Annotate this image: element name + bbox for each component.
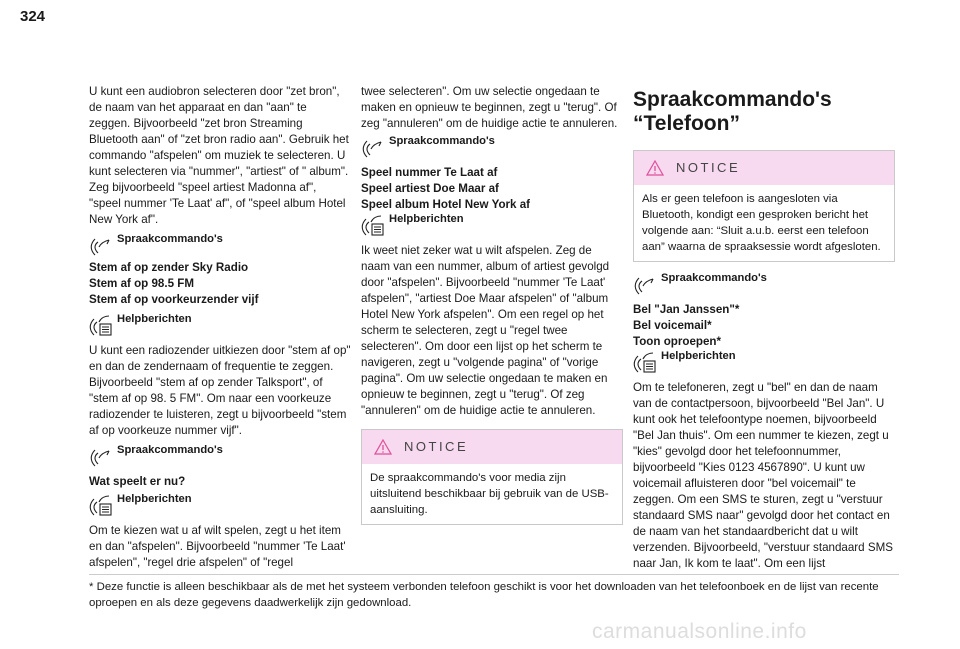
- column-3: [633, 84, 895, 572]
- speech-icon: [89, 444, 113, 468]
- command-item: Speel artiest Doe Maar af: [361, 182, 499, 195]
- paragraph-continued: twee selecteren". Om uw selectie ongedaan te maken en opnieuw te beginnen, zegt u "terug". Of zeg "annuleren" om de huidige actie te annuleren.: [361, 85, 618, 130]
- voice-command-label: Spraakcommando's: [661, 272, 767, 284]
- speech-icon: [361, 135, 385, 159]
- command-item: Bel voicemail*: [633, 319, 712, 332]
- notice-text: De spraakcommando's voor media zijn uitsluitend beschikbaar bij gebruik van de USB-aansluiting.: [370, 472, 609, 516]
- help-messages-label: Helpberichten: [661, 350, 736, 362]
- notice-title: NOTICE: [676, 160, 741, 175]
- notice-box: [633, 150, 895, 262]
- notice-header: [362, 430, 622, 464]
- voice-command-header: [89, 231, 351, 257]
- command-list: [633, 302, 895, 350]
- paragraph-audio-source: U kunt een audiobron selecteren door "zet bron", de naam van het apparaat en dan "aan" te zeggen. Bijvoorbeeld "zet bron Streaming Bluetooth aan" of "zet bron radio aan". Gebruik het commando "afspelen" om muziek te selecteren. U kunt selecteren via "nummer", "artiest" of " album". Zeg bijvoorbeeld "speel artiest Madonna af", "speel nummer 'Te Laat' af", of "speel album Hotel New York af".: [89, 85, 349, 226]
- command-item: Toon oproepen*: [633, 335, 722, 348]
- heading-line-1: Spraakcommando's: [633, 88, 832, 111]
- help-speech-icon: [633, 350, 657, 374]
- help-speech-icon: [361, 213, 385, 237]
- warning-icon: [646, 160, 664, 176]
- paragraph-playback-help: Ik weet niet zeker wat u wilt afspelen. Zeg de naam van een nummer, album of artiest gevolgd door "afspelen". Bijvoorbeeld "nummer 'Te Laat' afspelen", "artiest Doe Maar afspelen" of "album Hotel New York afspelen". Om een regel op het scherm te selecteren, zegt u "regel twee selecteren". Om door een lijst op het scherm te navigeren, zegt u "volgende pagina" of "vorige pagina". Om uw selectie ongedaan te maken en opnieuw te beginnen, zegt u "terug". Of zeg "annuleren" om de huidige actie te annuleren.: [361, 244, 610, 417]
- column-1: [89, 84, 351, 571]
- notice-title: NOTICE: [404, 439, 469, 454]
- warning-icon: [374, 439, 392, 455]
- command-item: Bel "Jan Janssen"*: [633, 303, 740, 316]
- speech-icon: [89, 233, 113, 257]
- help-messages-label: Helpberichten: [117, 313, 192, 325]
- command-item: Stem af op zender Sky Radio: [89, 261, 249, 274]
- help-messages-header: [89, 311, 351, 337]
- speech-icon: [633, 272, 657, 296]
- command-item: Stem af op 98.5 FM: [89, 277, 195, 290]
- help-speech-icon: [89, 313, 113, 337]
- voice-command-header: [361, 133, 623, 159]
- help-messages-header: [89, 491, 351, 517]
- voice-command-header: [89, 442, 351, 468]
- voice-command-label: Spraakcommando's: [117, 444, 223, 456]
- command-item: Speel nummer Te Laat af: [361, 166, 498, 179]
- command-item: Wat speelt er nu?: [89, 475, 186, 488]
- command-item: Speel album Hotel New York af: [361, 198, 531, 211]
- voice-command-label: Spraakcommando's: [117, 233, 223, 245]
- page-number: 324: [20, 8, 46, 25]
- voice-command-header: [633, 270, 895, 296]
- section-heading: [633, 88, 895, 136]
- notice-box: [361, 429, 623, 525]
- notice-header: [634, 151, 894, 185]
- command-list: [89, 260, 351, 308]
- notice-text: Als er geen telefoon is aangesloten via Bluetooth, kondigt een gesproken bericht het volgende aan: “Sluit a.u.b. eerst een telefoon aan” waarna de spraaksessie wordt afgesloten.: [642, 193, 881, 253]
- help-messages-header: [633, 348, 895, 374]
- help-messages-header: [361, 211, 623, 237]
- heading-line-2: “Telefoon”: [633, 112, 740, 135]
- footnote: * Deze functie is alleen beschikbaar als de met het systeem verbonden telefoon geschikt is voor het downloaden van het telefoonboek en de lijst van recente oproepen en als deze gegevens daadwerkelijk zijn gedownload.: [89, 574, 899, 611]
- paragraph-radio: U kunt een radiozender uitkiezen door "stem af op" en dan de zendernaam of frequentie te zeggen. Bijvoorbeeld "stem af op zender Talksport", of "stem af op 98. 5 FM". Om naar een voorkeuze radiozender te luisteren, zegt u bijvoorbeeld "stem af op voorkeuze nummer vijf".: [89, 344, 351, 437]
- voice-command-label: Spraakcommando's: [389, 135, 495, 147]
- paragraph-select-item: Om te kiezen wat u af wilt spelen, zegt u het item en dan "afspelen". Bijvoorbeeld "nummer 'Te Laat' afspelen", "regel drie afspelen" of "regel: [89, 524, 346, 569]
- column-2: [361, 84, 623, 533]
- command-list: [361, 165, 623, 213]
- paragraph-telephone: Om te telefoneren, zegt u "bel" en dan de naam van de contactpersoon, bijvoorbeeld "Bel Jan". U kunt ook het telefoontype noemen, bijvoorbeeld "Bel Jan thuis". Om een nummer te kiezen, zegt u "kies" gevolgd door het telefoonnummer, bijvoorbeeld "Kies 0123 4567890". U kunt uw voicemail afluisteren door "bel voicemail" te zeggen. Om een SMS te sturen, zegt u "verstuur standaard SMS naar" gevolgd door het contact en de naam van het standaardbericht dat u wilt verzenden. Bijvoorbeeld, "verstuur standaard SMS naar Jan, Ik kom te laat". Om een lijst: [633, 381, 893, 570]
- command-item: Stem af op voorkeurzender vijf: [89, 293, 259, 306]
- watermark: carmanualsonline.info: [592, 620, 807, 643]
- help-messages-label: Helpberichten: [389, 213, 464, 225]
- help-speech-icon: [89, 493, 113, 517]
- help-messages-label: Helpberichten: [117, 493, 192, 505]
